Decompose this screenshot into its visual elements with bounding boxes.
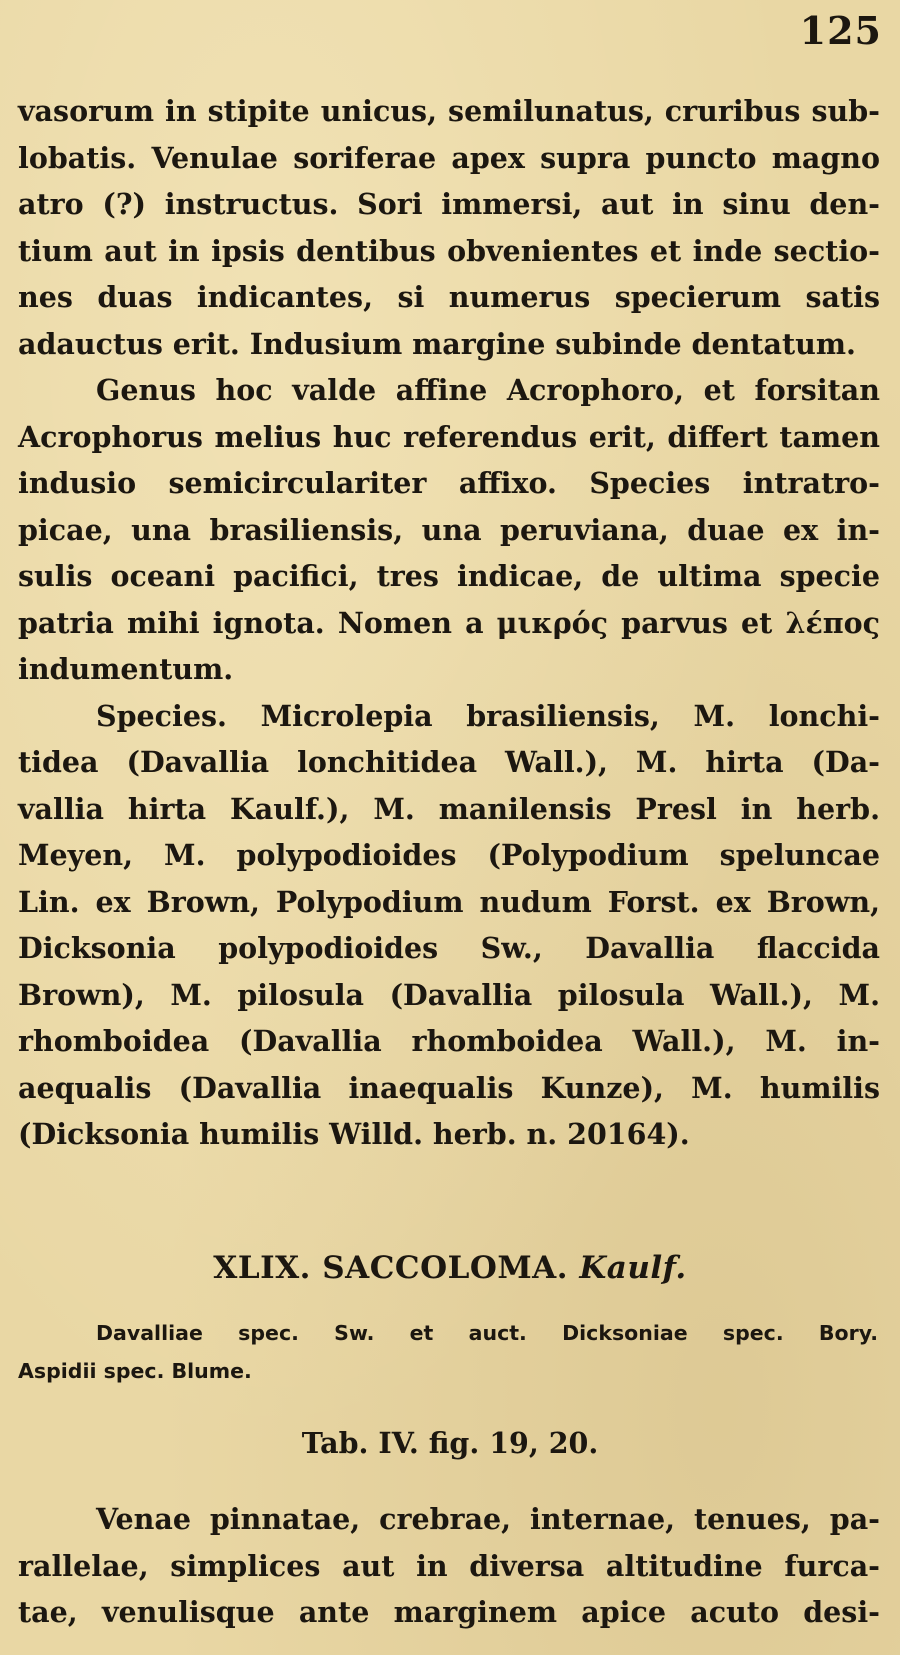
text-line: Acrophorus melius huc referendus erit, differt tamen — [18, 419, 880, 454]
body-text-continued — [18, 1496, 880, 1636]
text-line: tium aut in ipsis dentibus obvenientes et inde sectio- — [18, 233, 880, 268]
text-line: nes duas indicantes, si numerus specierum satis — [18, 280, 880, 314]
genus-author: Kaulf. — [579, 1250, 687, 1286]
text-line: adauctus erit. Indusium margine subinde dentatum. — [18, 326, 856, 361]
text-line: tidea (Davallia lonchitidea Wall.), M. hirta (Da- — [18, 745, 880, 779]
genus-numeral: XLIX. — [213, 1250, 311, 1286]
text-line: rhomboidea (Davallia rhomboidea Wall.), M. in- — [18, 1024, 880, 1058]
page-number: 125 — [799, 8, 882, 53]
text-line: indumentum. — [18, 652, 234, 686]
text-line: Lin. ex Brown, Polypodium nudum Forst. ex Brown, — [18, 884, 880, 919]
genus-heading — [0, 1250, 900, 1286]
genus-name: SACCOLOMA. — [322, 1250, 569, 1286]
text-line: Brown), M. pilosula (Davallia pilosula Wall.), M. — [18, 977, 880, 1012]
text-line: Dicksonia polypodioides Sw., Davallia flaccida — [18, 931, 880, 965]
text-line: Species. Microlepia brasiliensis, M. lonchi- — [96, 698, 880, 733]
synonyms — [18, 1314, 878, 1390]
text-line: Meyen, M. polypodioides (Polypodium speluncae — [18, 838, 880, 872]
text-line: sulis oceani pacifici, tres indicae, de ultima specie — [18, 559, 880, 593]
text-line: patria mihi ignota. Nomen a μικρός parvus et λέπος — [18, 605, 880, 640]
text-line: Genus hoc valde affine Acrophoro, et forsitan — [96, 373, 880, 407]
plate-reference: Tab. IV. fig. 19, 20. — [301, 1426, 599, 1460]
text-line: picae, una brasiliensis, una peruviana, duae ex in- — [18, 512, 880, 547]
text-line: lobatis. Venulae soriferae apex supra puncto magno — [18, 140, 880, 175]
text-line: atro (?) instructus. Sori immersi, aut in sinu den- — [18, 187, 880, 221]
text-line: aequalis (Davallia inaequalis Kunze), M. humilis — [18, 1070, 880, 1105]
text-line: rallelae, simplices aut in diversa altitudine furca- — [18, 1548, 880, 1583]
text-line: (Dicksonia humilis Willd. herb. n. 20164). — [18, 1117, 690, 1151]
body-text — [18, 88, 880, 1158]
synonym-line: Aspidii spec. Blume. — [18, 1359, 252, 1383]
text-line: Venae pinnatae, crebrae, internae, tenues, pa- — [96, 1502, 880, 1536]
text-line: vasorum in stipite unicus, semilunatus, cruribus sub- — [18, 94, 880, 128]
text-line: tae, venulisque ante marginem apice acuto desi- — [18, 1595, 880, 1629]
synonym-line: Davalliae spec. Sw. et auct. Dicksoniae spec. Bory. — [96, 1321, 878, 1345]
text-line: vallia hirta Kaulf.), M. manilensis Presl in herb. — [18, 791, 880, 826]
text-line: indusio semicirculariter affixo. Species intratro- — [18, 466, 880, 500]
